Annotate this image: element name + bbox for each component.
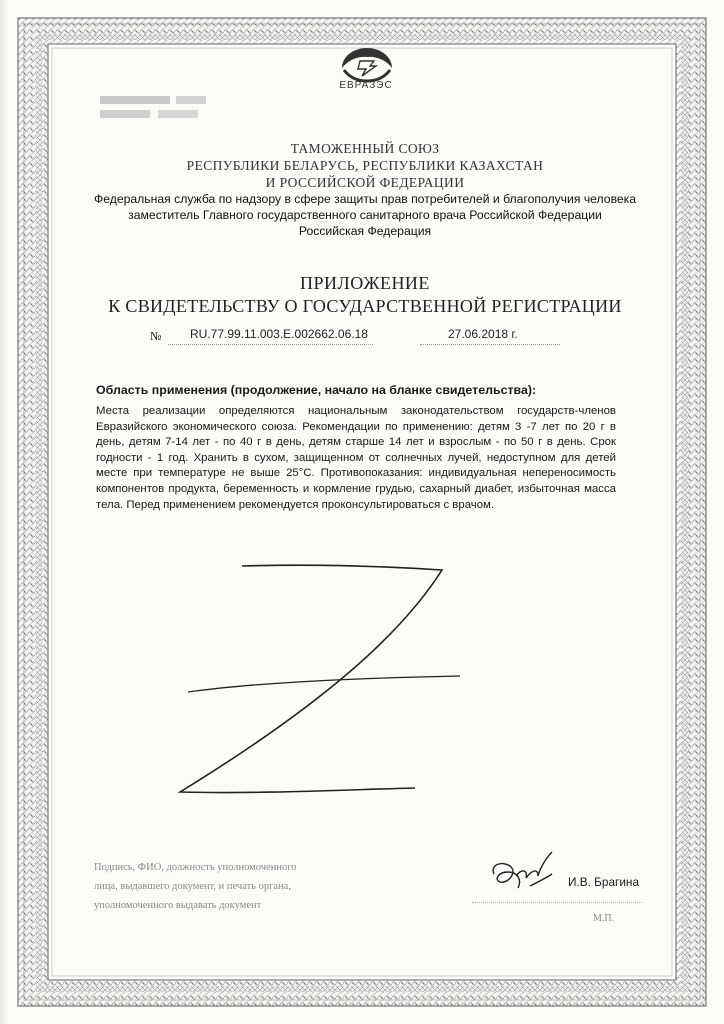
- customs-union-line-3: И РОССИЙСКОЙ ФЕДЕРАЦИИ: [265, 175, 465, 190]
- signature-line: [472, 902, 642, 903]
- number-sign: №: [150, 329, 162, 343]
- signature-caption: [94, 858, 394, 915]
- number-underline: [168, 344, 373, 345]
- issuer-header: [80, 140, 650, 239]
- signature-caption-line-1: Подпись, ФИО, должность уполномоченного: [94, 862, 297, 873]
- appendix-title-line-2: К СВИДЕТЕЛЬСТВУ О ГОСУДАРСТВЕННОЙ РЕГИСТРАЦИИ: [108, 296, 622, 316]
- signature-caption-line-3: уполномоченного выдавать документ: [94, 900, 262, 911]
- form-code: М.П.: [593, 913, 615, 924]
- registration-line: [150, 327, 580, 347]
- scope-heading: Область применения (продолжение, начало на бланке свидетельства):: [96, 383, 537, 397]
- handwritten-signature: [488, 848, 556, 896]
- date-underline: [420, 344, 560, 345]
- agency-line-3: Российская Федерация: [298, 224, 432, 238]
- customs-union-line-1: ТАМОЖЕННЫЙ СОЮЗ: [290, 141, 440, 156]
- emblem-logo-text: ЕВРАЗЭС: [339, 80, 393, 91]
- appendix-title: [60, 272, 670, 318]
- registration-number: RU.77.99.11.003.Е.002662.06.18: [190, 327, 368, 341]
- faint-stamp-mark: [96, 92, 246, 124]
- appendix-title-line-1: ПРИЛОЖЕНИЕ: [300, 273, 430, 293]
- agency-line-1: Федеральная служба по надзору в сфере защиты прав потребителей и благополучия человека: [93, 192, 637, 206]
- scope-text: Места реализации определяются национальным законодательством государств-членов Евразийского экономического союза. Рекомендации по применению: детям 3 -7 лет по 20 г в день, детям 7-14 лет - по 40 г в день, детям старше 14 лет и взрослым - по 50 г в день. Срок годности - 1 год. Хранить в сухом, защищенном от солнечных лучей, недоступном для детей месте при температуре не выше 25°С. Противопоказания: индивидуальная непереносимость компонентов продукта, беременность и кормление грудью, сахарный диабет, избыточная масса тела. Перед применением рекомендуется проконсультироваться с врачом.: [96, 405, 616, 511]
- agency-line-2: заместитель Главного государственного санитарного врача Российской Федерации: [128, 208, 602, 222]
- signature-caption-line-2: лица, выдавшего документ, и печать органа,: [94, 881, 291, 892]
- signer-name: И.В. Брагина: [568, 875, 640, 889]
- customs-union-line-2: РЕСПУБЛИКИ БЕЛАРУСЬ, РЕСПУБЛИКИ КАЗАХСТАН: [186, 158, 544, 173]
- scope-section: [96, 382, 616, 513]
- registration-date: 27.06.2018 г.: [448, 327, 518, 341]
- z-cancellation-mark: [170, 556, 470, 806]
